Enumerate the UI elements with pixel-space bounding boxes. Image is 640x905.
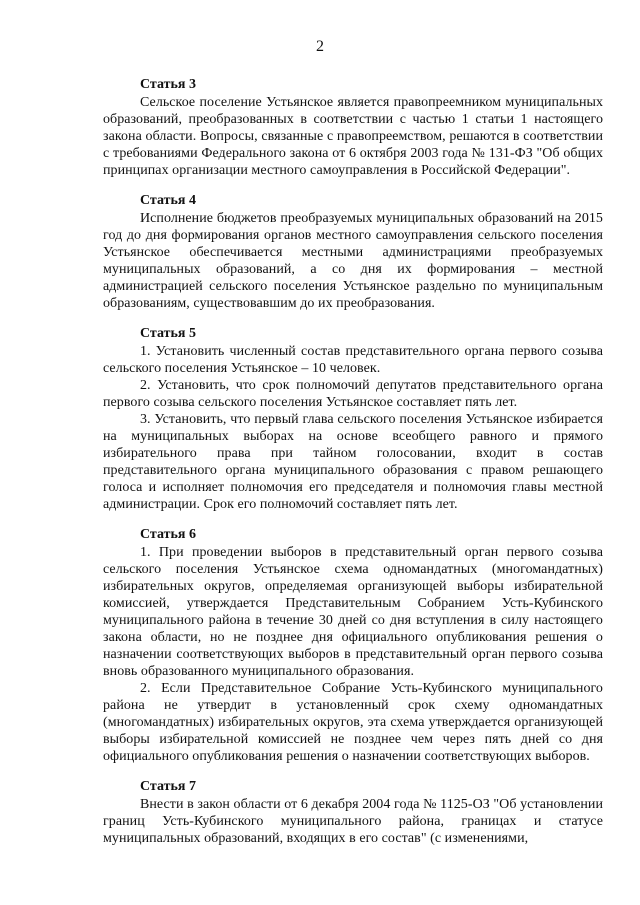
article-heading: Статья 3: [140, 77, 196, 92]
article-7: [103, 778, 603, 847]
page-number: 2: [316, 38, 324, 55]
article-5: [103, 325, 603, 513]
article-4: [103, 192, 603, 312]
article-heading: Статья 5: [140, 326, 196, 341]
article-paragraph: 3. Установить, что первый глава сельского поселения Устьянское избирается на муниципальных выборах на основе всеобщего равного и прямого избирательного права при тайном голосовании, входит в состав представительного органа муниципального образования с правом решающего голоса и исполняет полномочия его председателя и полномочия главы местной администрации. Срок его полномочий составляет пять лет.: [103, 412, 603, 512]
article-heading: Статья 4: [140, 193, 196, 208]
article-paragraph: 1. При проведении выборов в представительный орган первого созыва сельского поселения Устьянское схема одномандатных (многомандатных) избирательных округов, определяемая организующей выборы избирательной комиссией, утверждается Представительным Собранием Усть-Кубинского муниципального района в течение 30 дней со дня вступления в силу настоящего закона области, но не позднее дня официального опубликования решения о назначении соответствующих выборов в представительный орган первого созыва вновь образованного муниципального образования.: [103, 545, 603, 679]
article-heading: Статья 6: [140, 527, 196, 542]
article-paragraph: Внести в закон области от 6 декабря 2004 года № 1125-ОЗ "Об установлении границ Усть-Кубинского муниципального района, границах и статусе муниципальных образований, входящих в его состав" (с изменениями,: [103, 797, 603, 846]
article-3: [103, 76, 603, 179]
article-paragraph: 1. Установить численный состав представительного органа первого созыва сельского поселения Устьянское – 10 человек.: [103, 344, 603, 376]
article-heading: Статья 7: [140, 779, 196, 794]
article-paragraph: 2. Установить, что срок полномочий депутатов представительного органа первого созыва сельского поселения Устьянское составляет пять лет.: [103, 378, 603, 410]
document-body: [103, 76, 603, 860]
article-paragraph: 2. Если Представительное Собрание Усть-Кубинского муниципального района не утвердит в установленный срок схему одномандатных (многомандатных) избирательных округов, эта схема утверждается организующей выборы избирательной комиссией не позднее чем через пять дней со дня официального опубликования решения о назначении соответствующих выборов.: [103, 681, 603, 764]
article-paragraph: Сельское поселение Устьянское является правопреемником муниципальных образований, преобразованных в соответствии с частью 1 статьи 1 настоящего закона области. Вопросы, связанные с правопреемством, решаются в соответствии с требованиями Федерального закона от 6 октября 2003 года № 131-ФЗ "Об общих принципах организации местного самоуправления в Российской Федерации".: [103, 95, 603, 178]
article-6: [103, 526, 603, 765]
article-paragraph: Исполнение бюджетов преобразуемых муниципальных образований на 2015 год до дня формирования органов местного самоуправления сельского поселения Устьянское обеспечивается местными администрациями преобразуемых муниципальных образований, а со дня их формирования – местной администрацией сельского поселения Устьянское раздельно по муниципальным образованиям, существовавшим до их преобразования.: [103, 211, 603, 311]
